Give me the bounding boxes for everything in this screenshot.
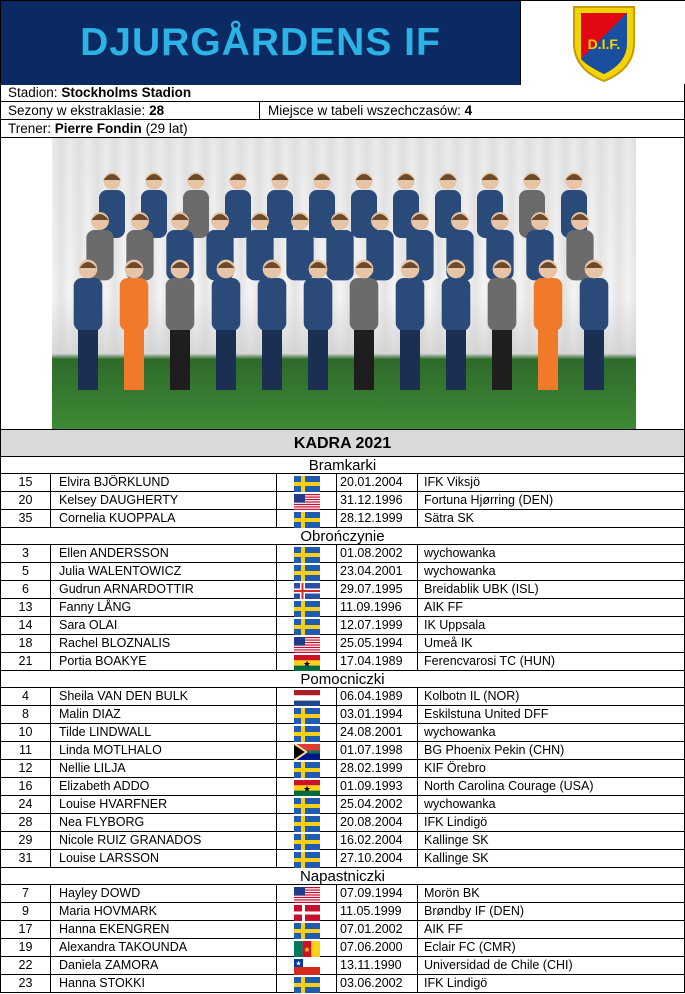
nationality-flag-icon: [277, 760, 337, 777]
player-birthdate: 13.11.1990: [337, 957, 418, 974]
seasons-label: Sezony w ekstraklasie:: [8, 103, 146, 118]
player-number: 17: [1, 921, 51, 938]
team-member-figure: [534, 260, 563, 390]
player-name: Rachel BLOZNALIS: [51, 635, 277, 652]
player-birthdate: 27.10.2004: [337, 850, 418, 867]
player-row: [0, 975, 685, 993]
player-row: [0, 545, 685, 563]
coach-label: Trener:: [8, 121, 52, 136]
player-number: 24: [1, 796, 51, 813]
player-birthdate: 28.12.1999: [337, 510, 418, 527]
nationality-flag-icon: [277, 903, 337, 920]
player-name: Nea FLYBORG: [51, 814, 277, 831]
seasons-row: [0, 102, 685, 120]
player-birthdate: 01.09.1993: [337, 778, 418, 795]
player-previous-club: Brøndby IF (DEN): [424, 904, 525, 918]
crest-lettering: D.I.F.: [587, 36, 620, 52]
player-name: Nellie LILJA: [51, 760, 277, 777]
nationality-flag-icon: [277, 742, 337, 759]
team-member-figure: [258, 260, 287, 390]
nationality-flag-icon: [277, 885, 337, 902]
player-birthdate: 24.08.2001: [337, 724, 418, 741]
section-header: Obrończynie: [0, 528, 685, 545]
player-number: 16: [1, 778, 51, 795]
coach-extra: (29 lat): [145, 121, 188, 136]
player-number: 21: [1, 653, 51, 670]
player-row: [0, 563, 685, 581]
stadium-value: Stockholms Stadion: [61, 85, 192, 100]
section-header: Pomocniczki: [0, 671, 685, 688]
player-previous-club: Kallinge SK: [424, 851, 489, 865]
player-row: [0, 724, 685, 742]
player-previous-club: Universidad de Chile (CHI): [424, 958, 573, 972]
player-name: Sara OLAI: [51, 617, 277, 634]
nationality-flag-icon: [277, 617, 337, 634]
team-member-figure: [350, 260, 379, 390]
player-birthdate: 12.07.1999: [337, 617, 418, 634]
player-name: Louise LARSSON: [51, 850, 277, 867]
player-previous-club: Fortuna Hjørring (DEN): [424, 493, 554, 507]
player-birthdate: 25.04.2002: [337, 796, 418, 813]
stadium-label: Stadion:: [8, 85, 58, 100]
team-member-figure: [396, 260, 425, 390]
team-member-figure: [309, 173, 335, 239]
player-row: [0, 581, 685, 599]
player-previous-club: Kallinge SK: [424, 833, 489, 847]
player-row: [0, 688, 685, 706]
player-birthdate: 17.04.1989: [337, 653, 418, 670]
player-number: 22: [1, 957, 51, 974]
player-name: Maria HOVMARK: [51, 903, 277, 920]
team-photo: [52, 138, 636, 429]
team-member-figure: [267, 173, 293, 239]
nationality-flag-icon: [277, 545, 337, 562]
player-row: [0, 850, 685, 868]
player-name: Nicole RUIZ GRANADOS: [51, 832, 277, 849]
nationality-flag-icon: [277, 510, 337, 527]
player-birthdate: 01.08.2002: [337, 545, 418, 562]
coach-value: Pierre Fondin: [54, 121, 142, 136]
player-birthdate: 06.04.1989: [337, 688, 418, 705]
nationality-flag-icon: [277, 635, 337, 652]
team-member-figure: [225, 173, 251, 239]
nationality-flag-icon: [277, 778, 337, 795]
player-row: [0, 492, 685, 510]
player-birthdate: 20.01.2004: [337, 474, 418, 491]
nationality-flag-icon: [277, 706, 337, 723]
player-previous-club: Eskilstuna United DFF: [424, 707, 549, 721]
team-member-figure: [212, 260, 241, 390]
player-number: 6: [1, 581, 51, 598]
player-number: 7: [1, 885, 51, 902]
player-birthdate: 11.05.1999: [337, 903, 418, 920]
logo-cell: [521, 1, 685, 85]
player-name: Louise HVARFNER: [51, 796, 277, 813]
player-row: [0, 706, 685, 724]
player-name: Elvira BJÖRKLUND: [51, 474, 277, 491]
player-birthdate: 29.07.1995: [337, 581, 418, 598]
nationality-flag-icon: [277, 975, 337, 992]
player-name: Julia WALENTOWICZ: [51, 563, 277, 580]
player-birthdate: 28.02.1999: [337, 760, 418, 777]
club-title-banner: [1, 1, 521, 85]
player-previous-club: North Carolina Courage (USA): [424, 779, 594, 793]
player-row: [0, 939, 685, 957]
alltime-cell: [259, 102, 472, 119]
player-name: Kelsey DAUGHERTY: [51, 492, 277, 509]
player-previous-club: AIK FF: [424, 922, 463, 936]
team-member-figure: [183, 173, 209, 239]
player-number: 29: [1, 832, 51, 849]
nationality-flag-icon: [277, 850, 337, 867]
team-member-figure: [74, 260, 103, 390]
player-birthdate: 03.06.2002: [337, 975, 418, 992]
player-number: 12: [1, 760, 51, 777]
player-name: Alexandra TAKOUNDA: [51, 939, 277, 956]
player-number: 23: [1, 975, 51, 992]
section-header: Bramkarki: [0, 457, 685, 474]
player-row: [0, 599, 685, 617]
player-name: Hanna EKENGREN: [51, 921, 277, 938]
player-previous-club: IFK Lindigö: [424, 976, 488, 990]
team-member-figure: [120, 260, 149, 390]
player-number: 13: [1, 599, 51, 616]
player-row: [0, 617, 685, 635]
player-row: [0, 796, 685, 814]
nationality-flag-icon: [277, 581, 337, 598]
team-photo-frame: [0, 138, 685, 430]
player-number: 8: [1, 706, 51, 723]
nationality-flag-icon: [277, 921, 337, 938]
player-previous-club: Ferencvarosi TC (HUN): [424, 654, 556, 668]
player-number: 28: [1, 814, 51, 831]
player-name: Elizabeth ADDO: [51, 778, 277, 795]
player-previous-club: AIK FF: [424, 600, 463, 614]
player-number: 15: [1, 474, 51, 491]
player-previous-club: BG Phoenix Pekin (CHN): [424, 743, 565, 757]
player-row: [0, 814, 685, 832]
player-previous-club: IK Uppsala: [424, 618, 486, 632]
player-previous-club: Sätra SK: [424, 511, 475, 525]
player-row: [0, 635, 685, 653]
player-previous-club: wychowanka: [424, 564, 496, 578]
player-previous-club: IFK Lindigö: [424, 815, 488, 829]
player-row: [0, 510, 685, 528]
team-member-figure: [166, 260, 195, 390]
header: [0, 0, 685, 84]
player-birthdate: 03.01.1994: [337, 706, 418, 723]
player-number: 20: [1, 492, 51, 509]
player-previous-club: wychowanka: [424, 725, 496, 739]
player-number: 31: [1, 850, 51, 867]
player-name: Tilde LINDWALL: [51, 724, 277, 741]
player-number: 11: [1, 742, 51, 759]
player-name: Linda MOTLHALO: [51, 742, 277, 759]
team-member-figure: [580, 260, 609, 390]
nationality-flag-icon: [277, 474, 337, 491]
player-name: Hayley DOWD: [51, 885, 277, 902]
nationality-flag-icon: [277, 653, 337, 670]
stadium-row: [0, 84, 685, 102]
player-row: [0, 832, 685, 850]
player-previous-club: Breidablik UBK (ISL): [424, 582, 539, 596]
player-row: [0, 885, 685, 903]
player-number: 3: [1, 545, 51, 562]
player-previous-club: Umeå IK: [424, 636, 473, 650]
player-name: Sheila VAN DEN BULK: [51, 688, 277, 705]
alltime-value: 4: [464, 103, 473, 118]
nationality-flag-icon: [277, 832, 337, 849]
nationality-flag-icon: [277, 814, 337, 831]
nationality-flag-icon: [277, 492, 337, 509]
player-number: 10: [1, 724, 51, 741]
team-member-figure: [488, 260, 517, 390]
player-row: [0, 903, 685, 921]
player-previous-club: Eclair FC (CMR): [424, 940, 516, 954]
player-name: Malin DIAZ: [51, 706, 277, 723]
player-row: [0, 742, 685, 760]
player-birthdate: 01.07.1998: [337, 742, 418, 759]
player-birthdate: 31.12.1996: [337, 492, 418, 509]
club-crest-logo: [569, 3, 639, 83]
player-number: 35: [1, 510, 51, 527]
team-member-figure: [351, 173, 377, 239]
player-number: 14: [1, 617, 51, 634]
player-birthdate: 11.09.1996: [337, 599, 418, 616]
player-name: Portia BOAKYE: [51, 653, 277, 670]
player-name: Hanna STOKKI: [51, 975, 277, 992]
player-birthdate: 07.09.1994: [337, 885, 418, 902]
player-previous-club: Morön BK: [424, 886, 480, 900]
player-number: 19: [1, 939, 51, 956]
player-previous-club: Kolbotn IL (NOR): [424, 689, 520, 703]
nationality-flag-icon: [277, 939, 337, 956]
player-name: Gudrun ARNARDOTTIR: [51, 581, 277, 598]
nationality-flag-icon: [277, 688, 337, 705]
player-row: [0, 957, 685, 975]
nationality-flag-icon: [277, 796, 337, 813]
nationality-flag-icon: [277, 724, 337, 741]
player-row: [0, 653, 685, 671]
player-name: Daniela ZAMORA: [51, 957, 277, 974]
player-number: 4: [1, 688, 51, 705]
nationality-flag-icon: [277, 563, 337, 580]
player-number: 18: [1, 635, 51, 652]
nationality-flag-icon: [277, 957, 337, 974]
seasons-value: 28: [149, 103, 165, 118]
section-header: Napastniczki: [0, 868, 685, 885]
player-name: Cornelia KUOPPALA: [51, 510, 277, 527]
player-row: [0, 921, 685, 939]
player-row: [0, 474, 685, 492]
team-figures: [52, 138, 636, 429]
player-previous-club: KIF Örebro: [424, 761, 486, 775]
player-number: 9: [1, 903, 51, 920]
alltime-label: Miejsce w tabeli wszechczasów:: [268, 103, 461, 118]
player-row: [0, 778, 685, 796]
player-name: Ellen ANDERSSON: [51, 545, 277, 562]
coach-row: [0, 120, 685, 138]
player-birthdate: 23.04.2001: [337, 563, 418, 580]
player-birthdate: 07.01.2002: [337, 921, 418, 938]
nationality-flag-icon: [277, 599, 337, 616]
player-row: [0, 760, 685, 778]
club-name: DJURGÅRDENS IF: [80, 21, 441, 64]
player-birthdate: 16.02.2004: [337, 832, 418, 849]
team-member-figure: [442, 260, 471, 390]
player-previous-club: wychowanka: [424, 797, 496, 811]
player-name: Fanny LÅNG: [51, 599, 277, 616]
player-number: 5: [1, 563, 51, 580]
player-birthdate: 07.06.2000: [337, 939, 418, 956]
player-birthdate: 20.08.2004: [337, 814, 418, 831]
squad-title: KADRA 2021: [0, 430, 685, 457]
player-previous-club: IFK Viksjö: [424, 475, 481, 489]
team-member-figure: [304, 260, 333, 390]
player-birthdate: 25.05.1994: [337, 635, 418, 652]
player-previous-club: wychowanka: [424, 546, 496, 560]
